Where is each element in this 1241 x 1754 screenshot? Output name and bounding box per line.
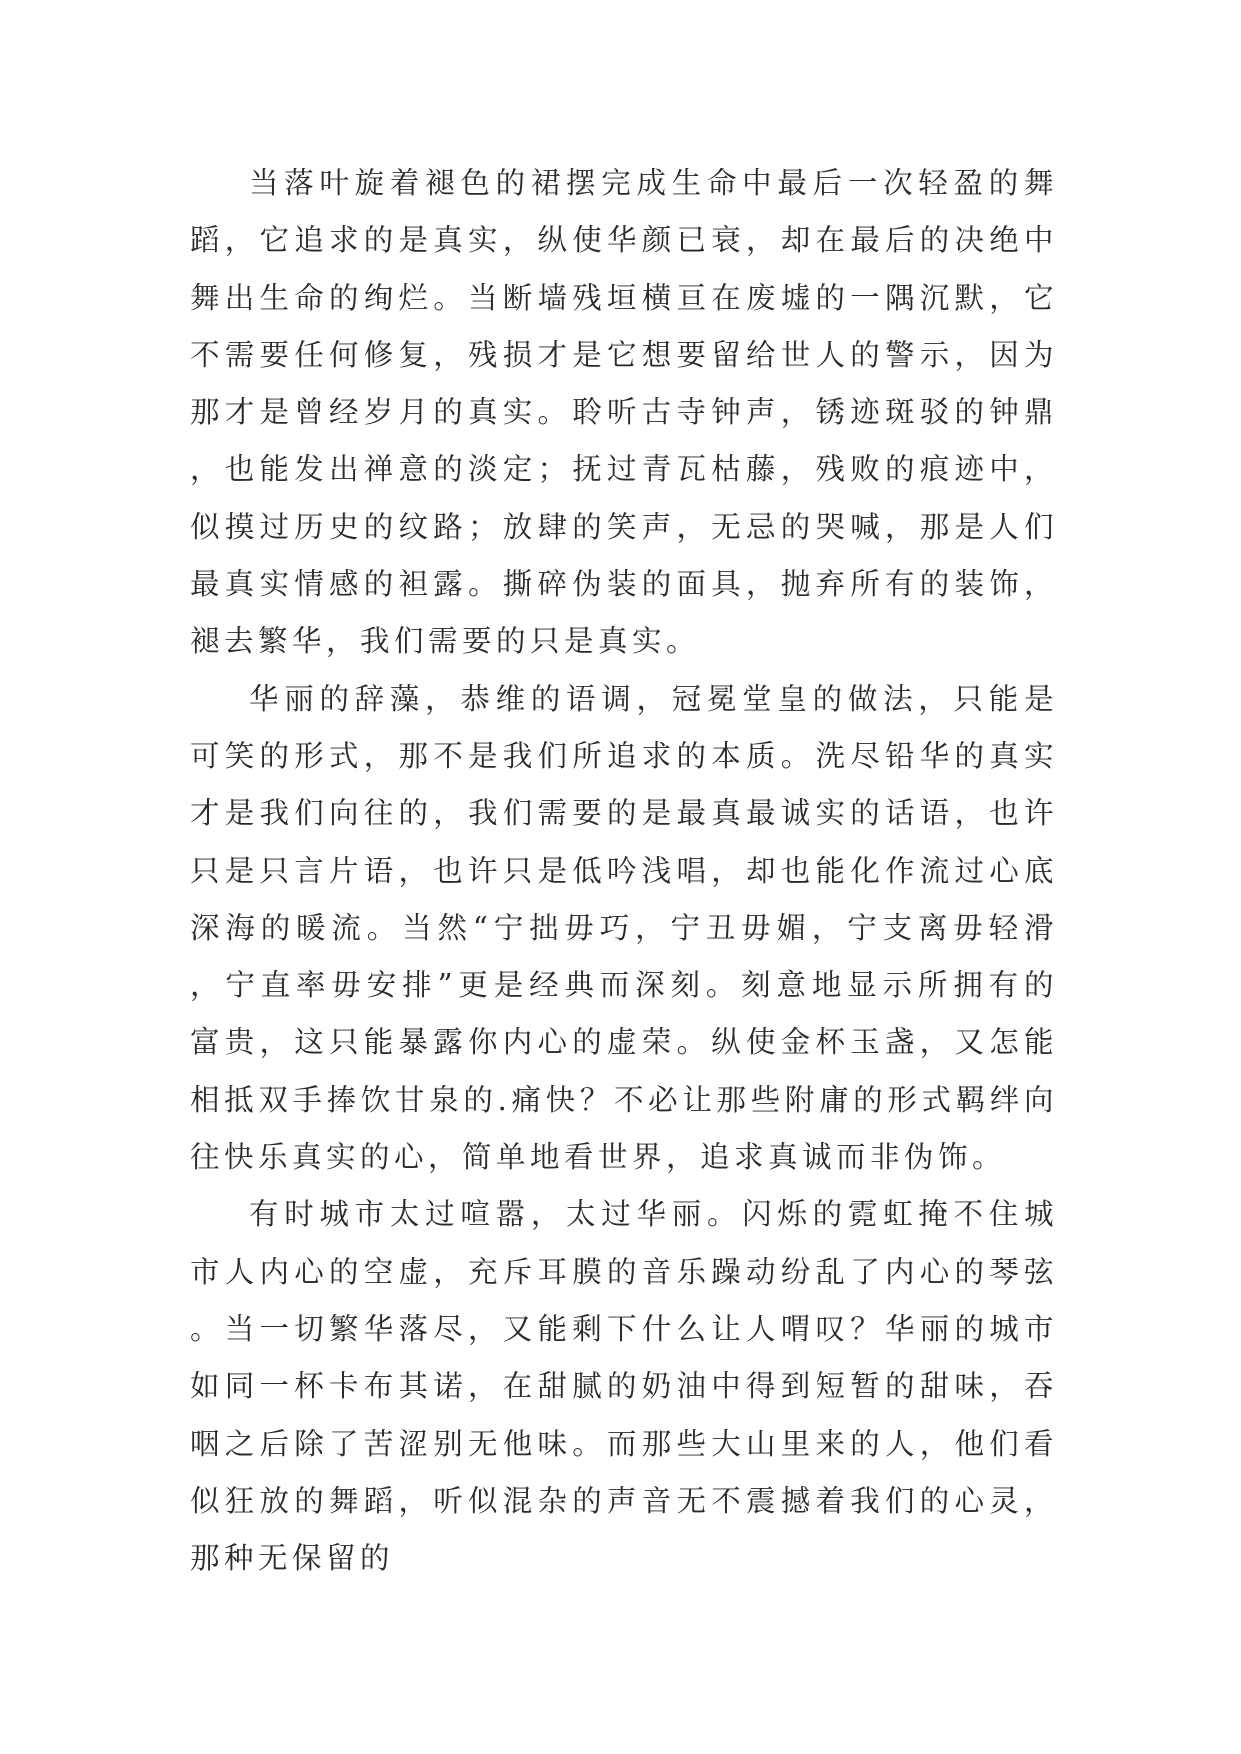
paragraph-3: 有时城市太过喧嚣，太过华丽。闪烁的霓虹掩不住城市人内心的空虚，充斥耳膜的音乐躁动纷乱了内心的琴弦。当一切繁华落尽，又能剩下什么让人喟叹？华丽的城市如同一杯卡布其诺，在甜腻的奶油中得到短暂的甜味，吞咽之后除了苦涩别无他味。而那些大山里来的人，他们看似狂放的舞蹈，听似混杂的声音无不震撼着我们的心灵，那种无保留的: [190, 1197, 1058, 1576]
document-body: [190, 155, 1058, 1587]
paragraph-1: 当落叶旋着褪色的裙摆完成生命中最后一次轻盈的舞蹈，它追求的是真实，纵使华颜已衰，却在最后的决绝中舞出生命的绚烂。当断墙残垣横亘在废墟的一隅沉默，它不需要任何修复，残损才是它想要留给世人的警示，因为那才是曾经岁月的真实。聆听古寺钟声，锈迹斑驳的钟鼎，也能发出禅意的淡定；抚过青瓦枯藤，残败的痕迹中，似摸过历史的纹路；放肆的笑声，无忌的哭喊，那是人们最真实情感的袒露。撕碎伪装的面具，抛弃所有的装饰，褪去繁华，我们需要的只是真实。: [190, 166, 1058, 659]
paragraph-2: 华丽的辞藻，恭维的语调，冠冕堂皇的做法，只能是可笑的形式，那不是我们所追求的本质。洗尽铅华的真实才是我们向往的，我们需要的是最真最诚实的话语，也许只是只言片语，也许只是低吟浅唱，却也能化作流过心底深海的暖流。当然“宁拙毋巧，宁丑毋媚，宁支离毋轻滑，宁直率毋安排”更是经典而深刻。刻意地显示所拥有的富贵，这只能暴露你内心的虚荣。纵使金杯玉盏，又怎能相抵双手捧饮甘泉的.痛快？不必让那些附庸的形式羁绊向往快乐真实的心，简单地看世界，追求真诚而非伪饰。: [190, 681, 1058, 1175]
